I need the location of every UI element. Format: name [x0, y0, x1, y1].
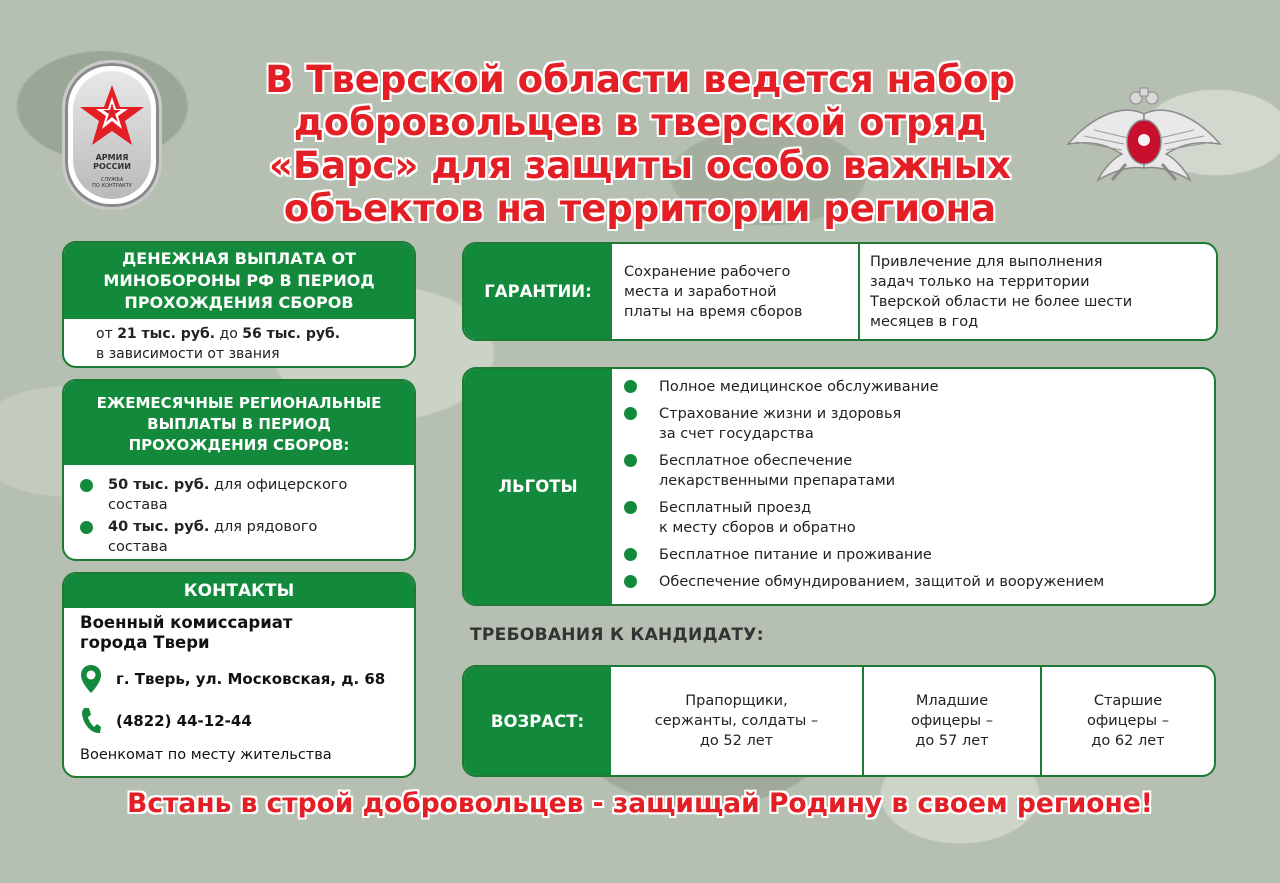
heading-line: ПРОХОЖДЕНИЯ СБОРОВ: [124, 293, 354, 312]
phone-icon: [80, 705, 102, 737]
title-line: объектов на территории региона: [283, 187, 997, 230]
benefits-panel: [462, 367, 1216, 606]
benefit-line: к месту сборов и обратно: [659, 520, 856, 536]
title-line: «Барс» для защиты особо важных: [269, 144, 1011, 187]
pay-note: в зависимости от звания: [96, 346, 280, 362]
list-item: [624, 572, 1104, 592]
federal-payment-body: [64, 319, 414, 364]
regional-payment-card: [62, 379, 416, 561]
age-tag: ВОЗРАСТ:: [464, 667, 611, 775]
benefit-line: Бесплатное обеспечение: [659, 453, 853, 469]
regional-payment-heading: [64, 381, 414, 465]
pay-to: до: [219, 326, 238, 342]
age-line: Прапорщики,: [685, 693, 788, 709]
benefit-line: Полное медицинское обслуживание: [659, 379, 939, 395]
benefits-tag: ЛЬГОТЫ: [464, 369, 612, 604]
bullet-dot-icon: [624, 380, 637, 393]
org-line: Военный комиссариат: [80, 613, 293, 632]
private-amount: 40 тыс. руб.: [108, 519, 210, 535]
logo-army-text: АРМИЯ: [95, 153, 129, 162]
organization-name: [80, 613, 414, 653]
guarantee-line: Тверской области не более шести: [870, 293, 1133, 310]
guarantee-cell: [612, 244, 860, 339]
guarantee-cell: [860, 244, 1216, 339]
contacts-card: [62, 572, 416, 778]
bullet-dot-icon: [80, 521, 93, 534]
page-title: [200, 58, 1080, 230]
benefit-line: за счет государства: [659, 426, 814, 442]
list-item: [80, 517, 414, 557]
guarantee-line: Сохранение рабочего: [624, 263, 791, 280]
bullet-dot-icon: [624, 548, 637, 561]
heading-line: ДЕНЕЖНАЯ ВЫПЛАТА ОТ: [122, 249, 356, 268]
list-item: [624, 377, 1104, 397]
bullet-dot-icon: [624, 575, 637, 588]
bullet-dot-icon: [80, 479, 93, 492]
bullet-dot-icon: [624, 454, 637, 467]
army-russia-logo: [62, 60, 162, 210]
title-line: добровольцев в тверской отряд: [293, 101, 987, 144]
age-line: Старшие: [1093, 693, 1163, 709]
benefit-line: Бесплатный проезд: [659, 500, 812, 516]
list-item: [80, 475, 414, 515]
officer-amount: 50 тыс. руб.: [108, 477, 210, 493]
contacts-heading: КОНТАКТЫ: [64, 574, 414, 608]
private-text: для рядового: [213, 519, 318, 535]
benefit-line: Обеспечение обмундированием, защитой и вооружением: [659, 574, 1105, 590]
logo-contract-text: ПО КОНТРАКТУ: [92, 183, 132, 189]
age-cell: [1042, 667, 1214, 775]
age-line: офицеры –: [911, 713, 993, 729]
pay-from: от: [96, 326, 113, 342]
age-line: Младшие: [915, 693, 989, 709]
age-line: офицеры –: [1087, 713, 1169, 729]
heading-line: ПРОХОЖДЕНИЯ СБОРОВ:: [128, 436, 350, 454]
age-line: до 62 лет: [1091, 733, 1165, 749]
officer-text-2: состава: [108, 497, 168, 513]
benefit-line: Страхование жизни и здоровья: [659, 406, 902, 422]
phone-text[interactable]: (4822) 44-12-44: [116, 712, 252, 730]
list-item: [624, 498, 1104, 538]
guarantee-line: места и заработной: [624, 283, 777, 300]
heading-line: ЕЖЕМЕСЯЧНЫЕ РЕГИОНАЛЬНЫЕ: [96, 394, 382, 412]
star-icon: [77, 83, 147, 149]
guarantee-line: задач только на территории: [870, 273, 1090, 290]
benefit-line: лекарственными препаратами: [659, 473, 896, 489]
eagle-emblem: [1064, 84, 1224, 188]
logo-service-text: СЛУЖБА: [100, 177, 124, 183]
age-cell: [611, 667, 864, 775]
requirements-heading: ТРЕБОВАНИЯ К КАНДИДАТУ:: [470, 625, 764, 645]
federal-payment-heading: [64, 243, 414, 319]
guarantees-panel: [462, 242, 1218, 341]
list-item: [624, 545, 1104, 565]
bullet-dot-icon: [624, 501, 637, 514]
list-item: [624, 404, 1104, 444]
guarantee-line: платы на время сборов: [624, 303, 803, 320]
title-line: В Тверской области ведется набор: [265, 58, 1015, 101]
org-line: города Твери: [80, 633, 210, 652]
heading-line: МИНОБОРОНЫ РФ В ПЕРИОД: [103, 271, 375, 290]
age-line: до 52 лет: [699, 733, 774, 749]
age-line: сержанты, солдаты –: [654, 713, 819, 729]
age-panel: [462, 665, 1216, 777]
officer-text: для офицерского: [213, 477, 348, 493]
guarantees-tag: ГАРАНТИИ:: [464, 244, 612, 339]
age-line: до 57 лет: [915, 733, 989, 749]
address-line: [80, 663, 414, 695]
list-item: [624, 451, 1104, 491]
heading-line: ВЫПЛАТЫ В ПЕРИОД: [147, 415, 331, 433]
pay-max-amount: 56 тыс. руб.: [242, 326, 341, 342]
contacts-note: Военкомат по месту жительства: [80, 747, 332, 763]
address-text: г. Тверь, ул. Московская, д. 68: [116, 670, 386, 688]
location-pin-icon: [80, 663, 102, 695]
age-cell: [864, 667, 1042, 775]
benefit-line: Бесплатное питание и проживание: [659, 547, 932, 563]
phone-line: [80, 705, 414, 737]
guarantee-line: месяцев в год: [870, 313, 979, 330]
benefits-list: [612, 369, 1104, 604]
guarantee-line: Привлечение для выполнения: [870, 253, 1103, 270]
private-text-2: состава: [108, 539, 168, 555]
pay-min-amount: 21 тыс. руб.: [117, 326, 216, 342]
logo-russia-text: РОССИИ: [93, 162, 131, 171]
slogan: Встань в строй добровольцев - защищай Родину в своем регионе!: [127, 788, 1153, 819]
bullet-dot-icon: [624, 407, 637, 420]
federal-payment-card: [62, 241, 416, 368]
